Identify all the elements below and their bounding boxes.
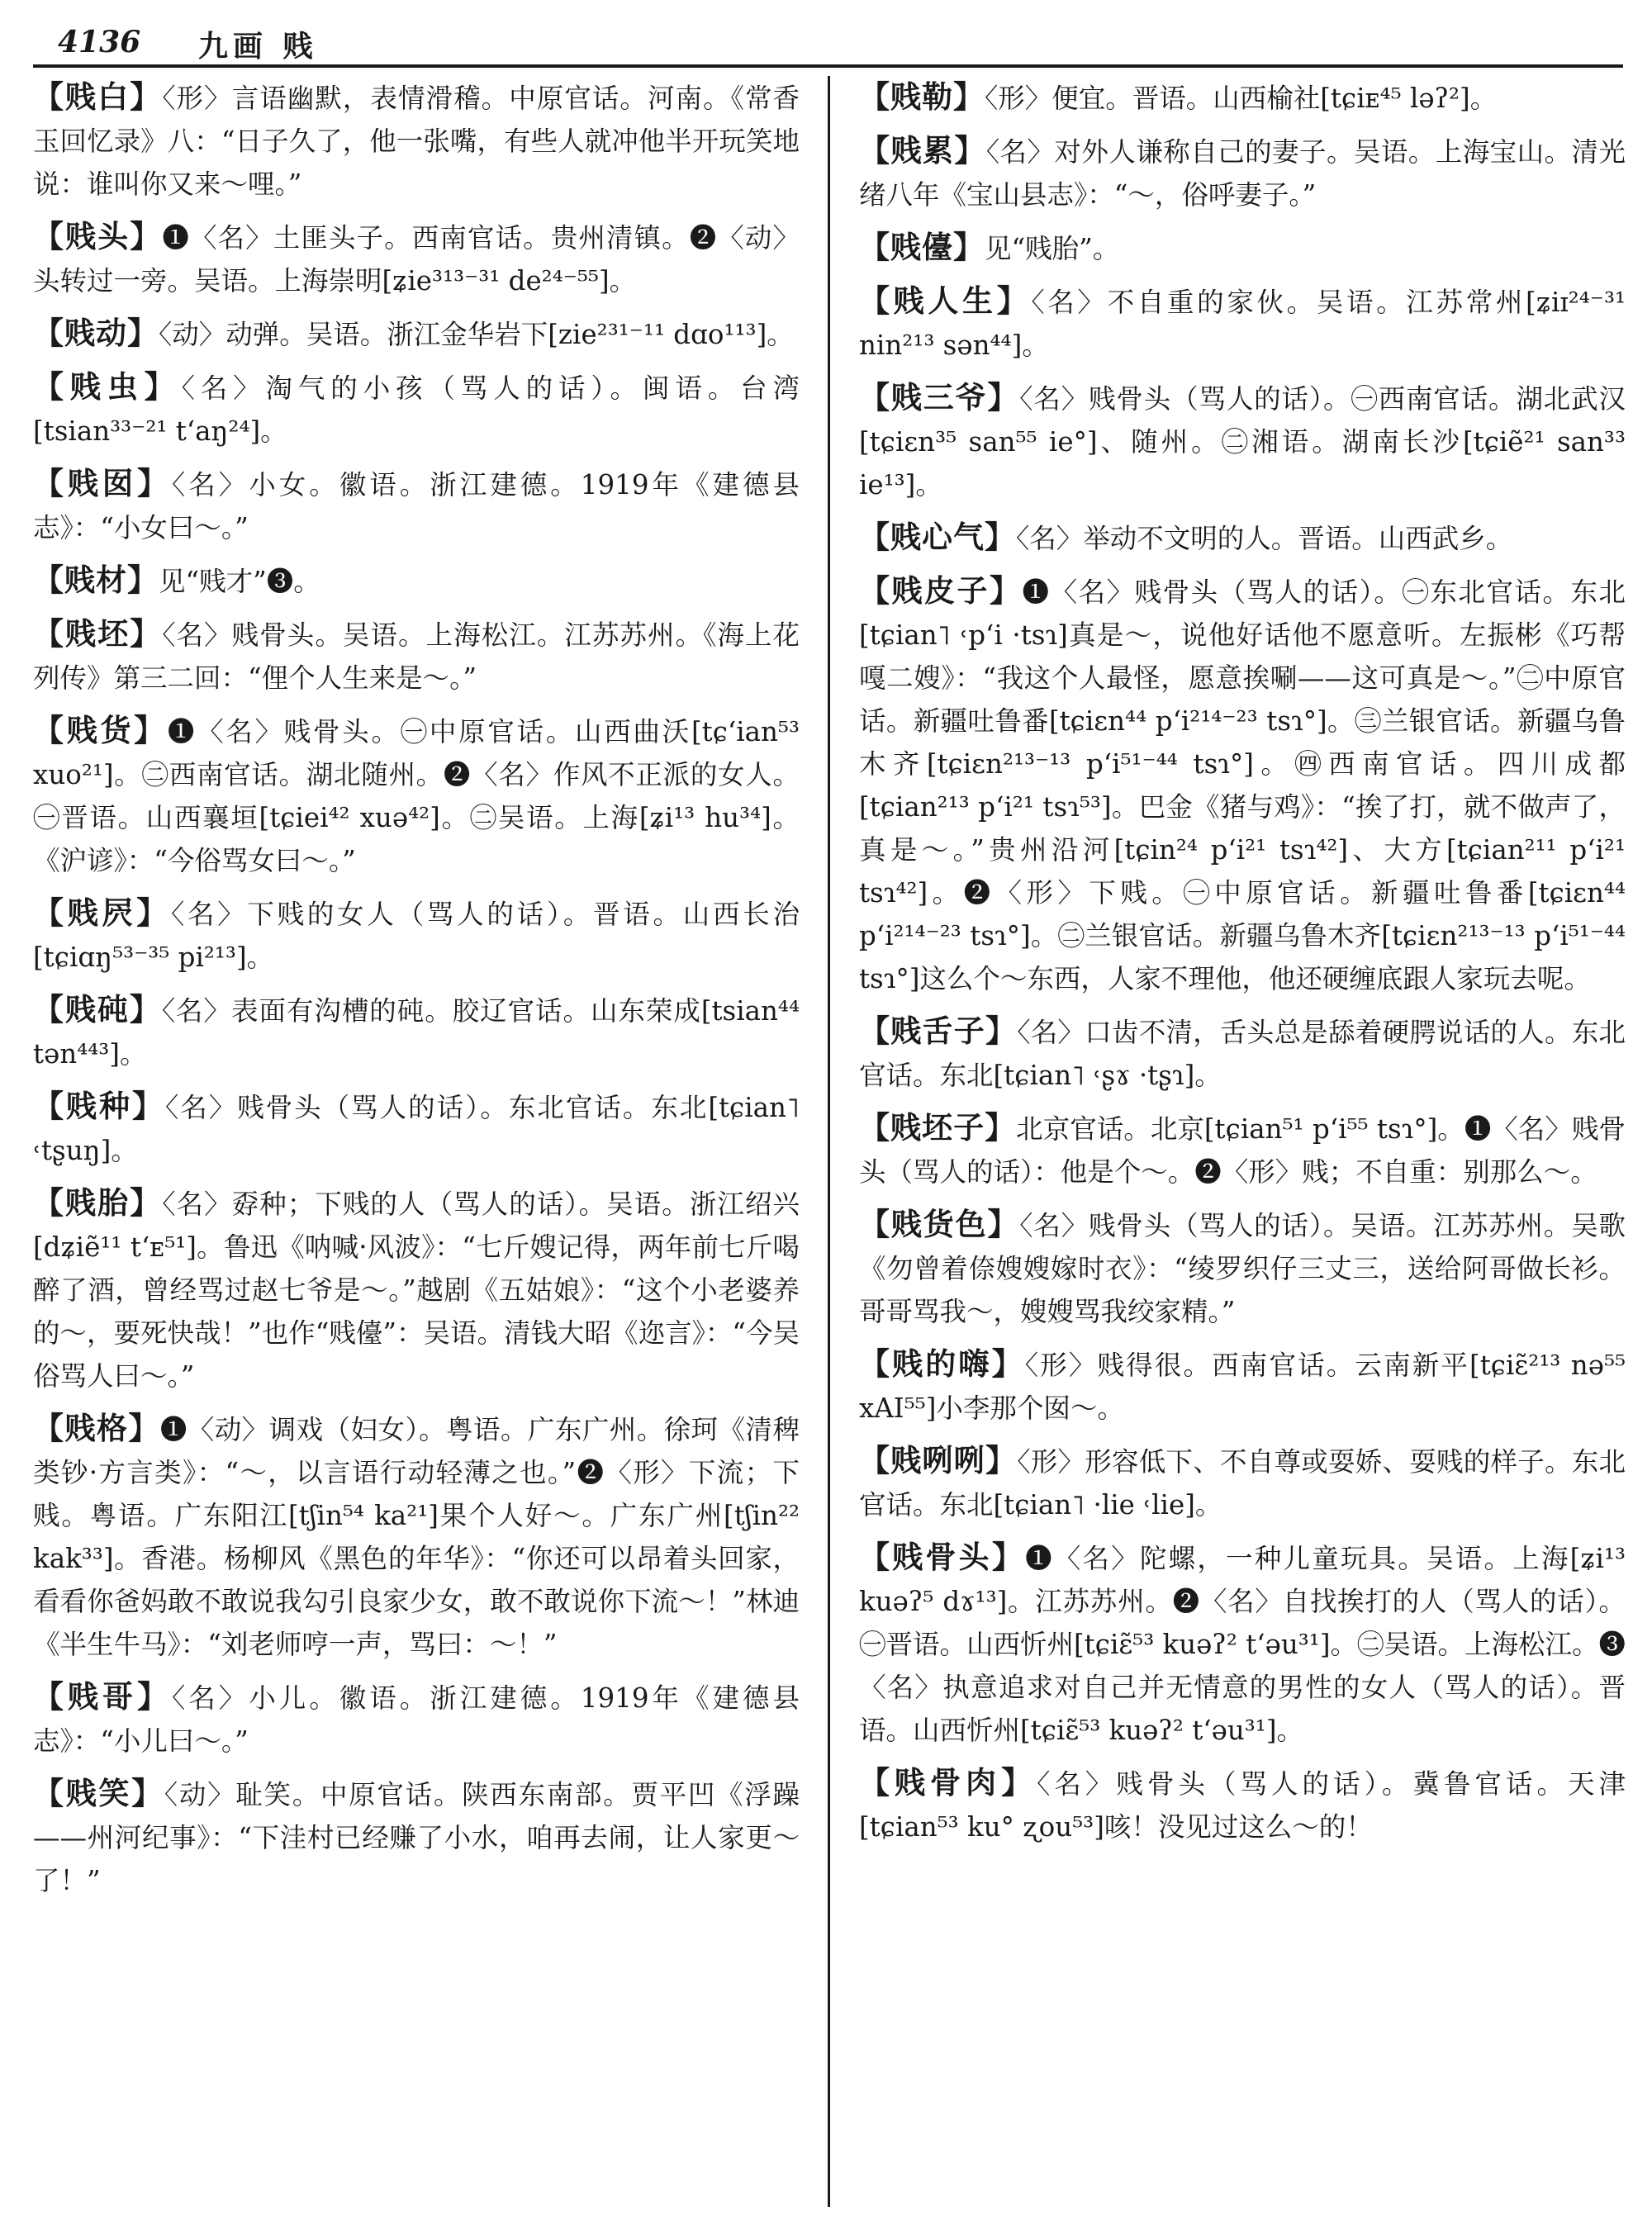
dictionary-entry — [33, 1676, 800, 1763]
entry-headword: 【贱坯】 — [33, 616, 163, 652]
entry-headword: 【贱屄】 — [33, 895, 171, 931]
entry-definition: 〈形〉言语幽默，表情滑稽。中原官话。河南。《常香玉回忆录》八：“日子久了，他一张嘴，有些人就冲他半开玩笑地说：谁叫你又来～哩。” — [33, 83, 800, 200]
page-number: 4136 — [58, 25, 141, 59]
entry-headword: 【贱舌子】 — [859, 1013, 1018, 1049]
dictionary-entry — [859, 570, 1626, 1000]
entry-definition: 北京官话。北京[tɕian⁵¹ pʻi⁵⁵ tsɿ°]。❶〈名〉贱骨头（骂人的话）：他是个～。❷〈形〉贱；不自重：别那么～。 — [859, 1113, 1626, 1188]
entry-definition: ❶〈名〉土匪头子。西南官话。贵州清镇。❷〈动〉头转过一旁。吴语。上海崇明[ʑie³¹³⁻³¹ de²⁴⁻⁵⁵]。 — [33, 222, 800, 297]
left-column — [33, 76, 800, 2215]
entry-definition: 〈名〉小儿。徽语。浙江建德。1919年《建德县志》：“小儿曰～。” — [33, 1682, 800, 1757]
entry-headword: 【贱的嗨】 — [859, 1346, 1025, 1382]
dictionary-entry — [33, 1772, 800, 1902]
entry-headword: 【贱货】 — [33, 713, 168, 748]
entry-definition: 〈名〉举动不文明的人。晋语。山西武乡。 — [1016, 523, 1513, 554]
dictionary-entry — [859, 130, 1626, 216]
dictionary-entry — [33, 366, 800, 453]
entry-definition: 〈名〉贱骨头（骂人的话）。㊀西南官话。湖北武汉[tɕiɛn³⁵ san⁵⁵ ie°]、随州。㊁湘语。湖南长沙[tɕiẽ²¹ san³³ ie¹³]。 — [859, 383, 1626, 501]
entry-headword: 【贱哥】 — [33, 1679, 173, 1715]
right-column — [859, 76, 1626, 2215]
entry-definition: 〈名〉表面有沟槽的砘。胶辽官话。山东荣成[tsian⁴⁴ tən⁴⁴³]。 — [33, 995, 800, 1070]
entry-definition: ❶〈名〉贱骨头（骂人的话）。㊀东北官话。东北[tɕian˥ ˓pʻi ·tsɿ]真是～，说他好话他不愿意听。左振彬《巧帮嘎二嫂》：“我这个人最怪，愿意挨唰——这可真是～。”㊁中原官话。新疆吐鲁番[tɕiɛn⁴⁴ pʻi²¹⁴⁻²³ tsɿ°]。㊂兰银官话。新疆乌鲁木齐[tɕiɛn²¹³⁻¹³ pʻi⁵¹⁻⁴⁴ tsɿ°]。㊃西南官话。四川成都[tɕian²¹³ pʻi²¹ tsɿ⁵³]。巴金《猪与鸡》：“挨了打，就不做声了，真是～。”贵州沿河[tɕin²⁴ pʻi²¹ tsɿ⁴²]、大方[tɕian²¹¹ pʻi²¹ tsɿ⁴²]。❷〈形〉下贱。㊀中原官话。新疆吐鲁番[tɕiɛn⁴⁴ pʻi²¹⁴⁻²³ tsɿ°]。㊁兰银官话。新疆乌鲁木齐[tɕiɛn²¹³⁻¹³ pʻi⁵¹⁻⁴⁴ tsɿ°]这么个～东西，人家不理他，他还硬缠底跟人家玩去呢。 — [859, 576, 1626, 994]
dictionary-entry — [33, 613, 800, 700]
entry-headword: 【贱笑】 — [33, 1776, 164, 1811]
dictionary-entry — [859, 1762, 1626, 1848]
entry-definition: 〈动〉耻笑。中原官话。陕西东南部。贾平凹《浮躁——州河纪事》：“下洼村已经赚了小水，咱再去闹，让人家更～了！” — [33, 1779, 800, 1896]
dictionary-entry — [33, 1182, 800, 1397]
entry-definition: ❶〈名〉陀螺，一种儿童玩具。吴语。上海[ʑi¹³ kuəʔ⁵ dɤ¹³]。江苏苏州。❷〈名〉自找挨打的人（骂人的话）。㊀晋语。山西忻州[tɕiɛ̃⁵³ kuəʔ² tʻəu³¹]。㊁吴语。上海松江。❸〈名〉执意追求对自己并无情意的男性的女人（骂人的话）。晋语。山西忻州[tɕiɛ̃⁵³ kuəʔ² tʻəu³¹]。 — [859, 1543, 1626, 1746]
dictionary-entry — [859, 1440, 1626, 1526]
entry-definition: 〈名〉贱骨头（骂人的话）。东北官话。东北[tɕian˥ ˓tʂuŋ]。 — [33, 1092, 800, 1166]
dictionary-entry — [33, 76, 800, 206]
entry-definition: 〈名〉贱骨头。吴语。上海松江。江苏苏州。《海上花列传》第三二回：“俚个人生来是～。” — [33, 619, 800, 694]
column-divider — [828, 76, 830, 2207]
dictionary-entry — [33, 216, 800, 302]
dictionary-entry — [859, 1536, 1626, 1752]
entry-headword: 【贱头】 — [33, 219, 163, 254]
entry-headword: 【贱三爷】 — [859, 380, 1020, 415]
entry-headword: 【贱勒】 — [859, 79, 985, 115]
dictionary-entry — [33, 559, 800, 603]
entry-headword: 【贱心气】 — [859, 520, 1016, 555]
entry-headword: 【贱材】 — [33, 562, 159, 598]
dictionary-entry — [33, 1407, 800, 1666]
entry-definition: 〈形〉便宜。晋语。山西榆社[tɕiᴇ⁴⁵ ləʔ²]。 — [985, 83, 1498, 114]
entry-definition: 〈名〉孬种；下贱的人（骂人的话）。吴语。浙江绍兴[dʑiẽ¹¹ tʻᴇ⁵¹]。鲁迅《呐喊·风波》：“七斤嫂记得，两年前七斤喝醉了酒，曾经骂过赵七爷是～。”越剧《五姑娘》：“这个小老婆养的～，要死快哉！”也作“贱儓”：吴语。清钱大昭《迩言》：“今吴俗骂人曰～。” — [33, 1189, 800, 1392]
entry-definition: 〈名〉淘气的小孩（骂人的话）。闽语。台湾[tsian³³⁻²¹ tʻaŋ²⁴]。 — [33, 372, 800, 447]
dictionary-entry — [33, 463, 800, 549]
entry-definition: 〈名〉贱骨头（骂人的话）。冀鲁官话。天津[tɕian⁵³ ku° ʐou⁵³]咳！没见过这么～的！ — [859, 1768, 1626, 1843]
entry-headword: 【贱咧咧】 — [859, 1443, 1018, 1478]
entry-headword: 【贱人生】 — [859, 283, 1032, 319]
entry-headword: 【贱累】 — [859, 133, 986, 168]
entry-definition: 〈名〉下贱的女人（骂人的话）。晋语。山西长治[tɕiɑŋ⁵³⁻³⁵ pi²¹³]。 — [33, 899, 800, 973]
entry-definition: 〈名〉贱骨头（骂人的话）。吴语。江苏苏州。吴歌《勿曾着倷嫂嫂嫁时衣》：“绫罗织仔三丈三，送给阿哥做长衫。哥哥骂我～，嫂嫂骂我绞家精。” — [859, 1210, 1626, 1327]
entry-headword: 【贱皮子】 — [859, 573, 1023, 609]
page-header — [33, 15, 1623, 68]
entry-definition: 〈名〉小女。徽语。浙江建德。1919年《建德县志》：“小女曰～。” — [33, 469, 800, 543]
entry-headword: 【贱货色】 — [859, 1207, 1020, 1242]
dictionary-entry — [33, 989, 800, 1075]
entry-headword: 【贱格】 — [33, 1411, 160, 1446]
dictionary-entry — [859, 1010, 1626, 1097]
entry-headword: 【贱种】 — [33, 1089, 165, 1124]
entry-definition: 〈名〉口齿不清，舌头总是舔着硬腭说话的人。东北官话。东北[tɕian˥ ˓ʂɤ ·tʂɿ]。 — [859, 1017, 1626, 1091]
entry-definition: 〈名〉对外人谦称自己的妻子。吴语。上海宝山。清光绪八年《宝山县志》：“～，俗呼妻子。” — [859, 136, 1626, 211]
entry-definition: 见“贱才”❸。 — [159, 566, 320, 597]
entry-definition: 〈动〉动弹。吴语。浙江金华岩下[zie²³¹⁻¹¹ dɑo¹¹³]。 — [159, 319, 794, 350]
dictionary-entry — [33, 312, 800, 356]
entry-headword: 【贱囡】 — [33, 466, 173, 501]
entry-headword: 【贱儓】 — [859, 230, 985, 265]
entry-headword: 【贱动】 — [33, 316, 159, 351]
entry-headword: 【贱骨头】 — [859, 1540, 1026, 1575]
dictionary-entry — [859, 1343, 1626, 1430]
entry-headword: 【贱虫】 — [33, 369, 182, 405]
dictionary-entry — [859, 76, 1626, 120]
page-title: 九画 贱 — [198, 30, 318, 64]
dictionary-entry — [859, 1203, 1626, 1333]
entry-definition: ❶〈名〉贱骨头。㊀中原官话。山西曲沃[tɕʻian⁵³ xuo²¹]。㊁西南官话。湖北随州。❷〈名〉作风不正派的女人。㊀晋语。山西襄垣[tɕiei⁴² xuə⁴²]。㊁吴语。上海[ʑi¹³ hu³⁴]。《沪谚》：“今俗骂女曰～。” — [33, 716, 800, 876]
entry-definition: 〈名〉不自重的家伙。吴语。江苏常州[ʑiɪ²⁴⁻³¹ nin²¹³ sən⁴⁴]。 — [859, 287, 1626, 361]
dictionary-entry — [859, 1107, 1626, 1193]
entry-headword: 【贱砘】 — [33, 992, 162, 1027]
entry-headword: 【贱胎】 — [33, 1185, 163, 1221]
entry-definition: 〈形〉形容低下、不自尊或耍娇、耍贱的样子。东北官话。东北[tɕian˥ ·lie ˓lie]。 — [859, 1446, 1626, 1521]
entry-definition: 〈形〉贱得很。西南官话。云南新平[tɕiɛ̃²¹³ nə⁵⁵ xAI⁵⁵]小李那个囡～。 — [859, 1350, 1626, 1424]
dictionary-entry — [859, 377, 1626, 506]
dictionary-entry — [859, 280, 1626, 367]
entry-definition: ❶〈动〉调戏（妇女）。粤语。广东广州。徐珂《清稗类钞·方言类》：“～，以言语行动轻薄之也。”❷〈形〉下流；下贱。粤语。广东阳江[tʃin⁵⁴ ka²¹]果个人好～。广东广州[tʃin²² kak³³]。香港。杨柳风《黑色的年华》：“你还可以昂着头回家，看看你爸妈敢不敢说我勾引良家少女，敢不敢说你下流～！”林迪《半生牛马》：“刘老师哼一声，骂曰：～！” — [33, 1414, 800, 1660]
dictionary-entry — [33, 709, 800, 882]
dictionary-entry — [33, 892, 800, 979]
dictionary-entry — [33, 1085, 800, 1172]
entry-headword: 【贱白】 — [33, 79, 163, 115]
dictionary-entry — [859, 516, 1626, 560]
entry-headword: 【贱坯子】 — [859, 1110, 1017, 1146]
entry-definition: 见“贱胎”。 — [985, 233, 1120, 264]
entry-headword: 【贱骨肉】 — [859, 1765, 1037, 1801]
dictionary-entry — [859, 226, 1626, 270]
